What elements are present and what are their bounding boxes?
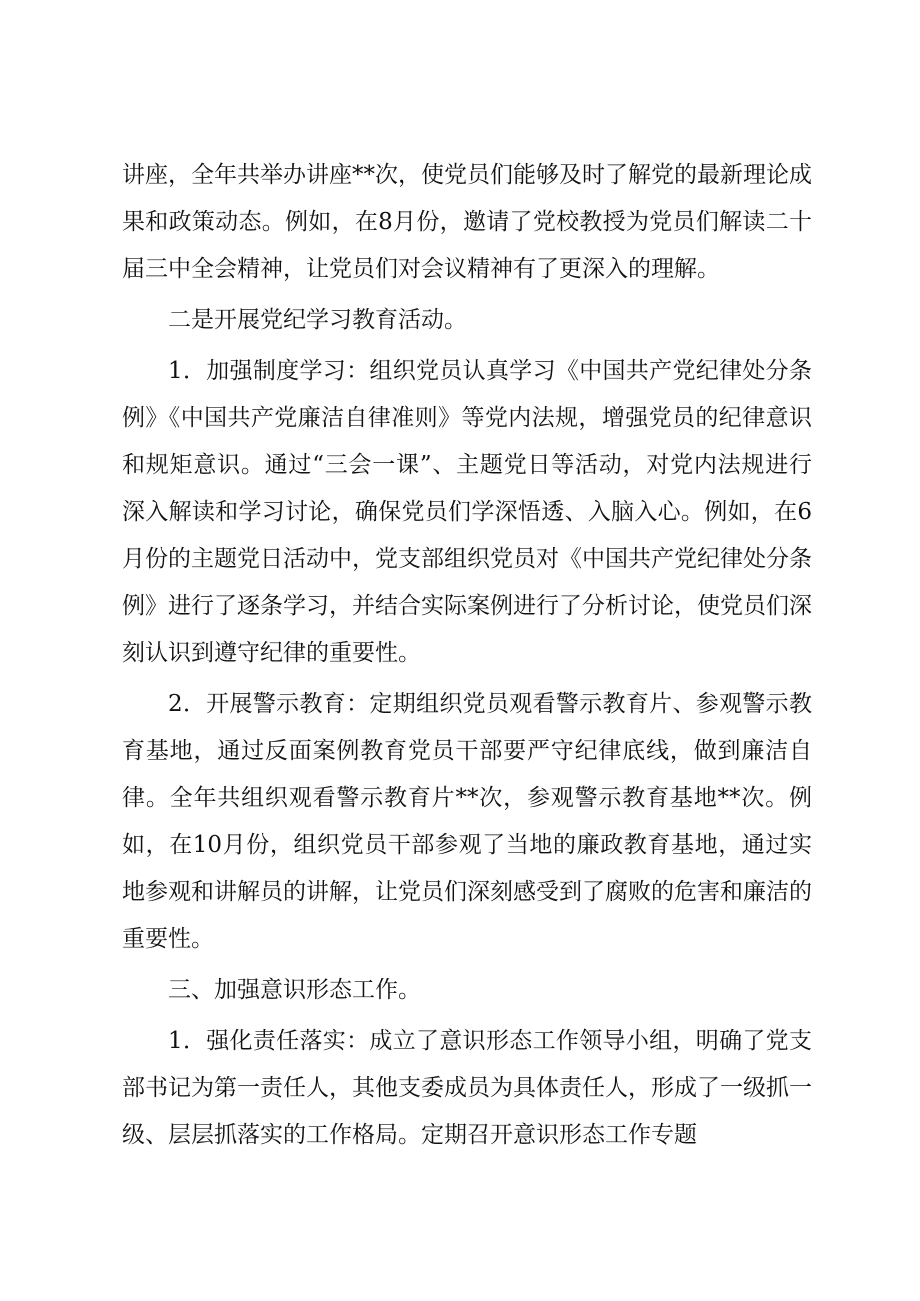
paragraph-heading-discipline-education: 二是开展党纪学习教育活动。 bbox=[168, 307, 467, 333]
paragraph-system-study: 1．加强制度学习：组织党员认真学习《中国共产党纪律处分条例》《中国共产党廉洁自律准则》等党内法规，增强党员的纪律意识和规矩意识。通过“三会一课”、主题党日等活动，对党内法规进行深入解读和学习讨论，确保党员们学深悟透、入脑入心。例如，在6月份的主题党日活动中，党支部组织党员对《中国共产党纪律处分条例》进行了逐条学习，并结合实际案例进行了分析讨论，使党员们深刻认识到遵守纪律的重要性。 bbox=[122, 358, 812, 666]
paragraph-heading-ideology-work: 三、加强意识形态工作。 bbox=[168, 977, 421, 1003]
document-body bbox=[122, 152, 812, 1163]
paragraph-lecture-continuation: 讲座，全年共举办讲座**次，使党员们能够及时了解党的最新理论成果和政策动态。例如，在8月份，邀请了党校教授为党员们解读二十届三中全会精神，让党员们对会议精神有了更深入的理解。 bbox=[122, 162, 812, 282]
paragraph-responsibility: 1．强化责任落实：成立了意识形态工作领导小组，明确了党支部书记为第一责任人，其他支委成员为具体责任人，形成了一级抓一级、层层抓落实的工作格局。定期召开意识形态工作专题 bbox=[122, 1028, 812, 1148]
paragraph-warning-education: 2．开展警示教育：定期组织党员观看警示教育片、参观警示教育基地，通过反面案例教育党员干部要严守纪律底线，做到廉洁自律。全年共组织观看警示教育片**次，参观警示教育基地**次。例如，在10月份，组织党员干部参观了当地的廉政教育基地，通过实地参观和讲解员的讲解，让党员们深刻感受到了腐败的危害和廉洁的重要性。 bbox=[122, 691, 812, 952]
